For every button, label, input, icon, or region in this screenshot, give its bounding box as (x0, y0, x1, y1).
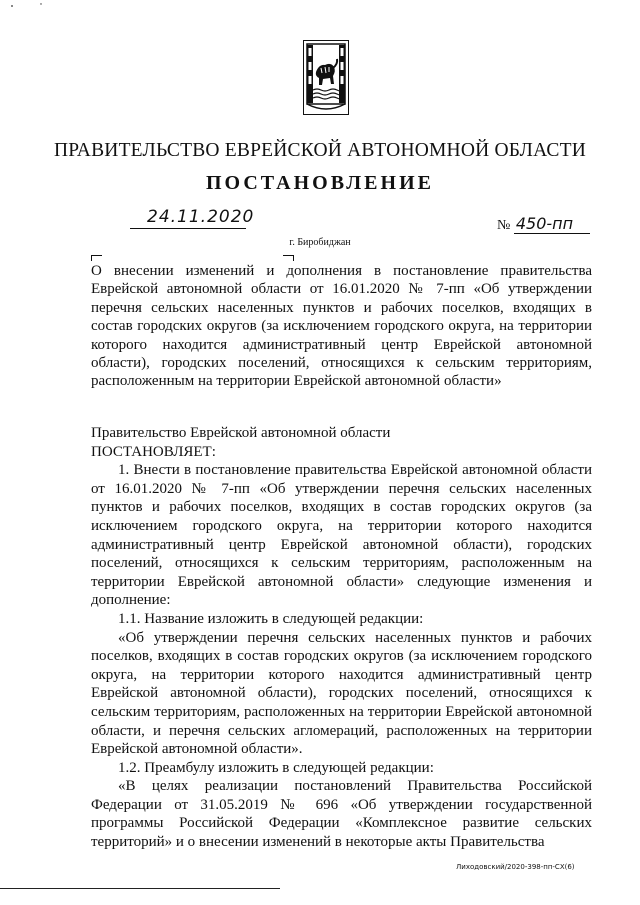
body-paragraph-item-1-2: 1.2. Преамбулу изложить в следующей редакции: (118, 759, 434, 776)
body-paragraph-authority: Правительство Еврейской автономной области (91, 425, 391, 441)
subject-corner-left (91, 255, 102, 261)
document-date: 24.11.2020 (147, 207, 255, 227)
coat-of-arms-emblem (303, 40, 349, 115)
date-underline (130, 228, 246, 229)
document-body (91, 424, 592, 852)
body-paragraph-resolves: ПОСТАНОВЛЯЕТ: (91, 443, 216, 460)
document-number (497, 214, 573, 234)
footer-code: Лиходовский/2020-398-пп-СХ(6) (456, 863, 575, 871)
subject-corner-right (283, 255, 294, 261)
number-underline (514, 233, 590, 234)
number-prefix: № (497, 218, 511, 233)
government-title: ПРАВИТЕЛЬСТВО ЕВРЕЙСКОЙ АВТОНОМНОЙ ОБЛАСТИ (53, 140, 587, 161)
city-label: г. Биробиджан (289, 237, 351, 248)
document-type-heading: ПОСТАНОВЛЕНИЕ (206, 172, 434, 194)
scan-specks (0, 0, 60, 20)
body-paragraph-item-1: 1. Внести в постановление правительства Еврейской автономной области от 16.01.2020 № 7-пп «Об утверждении перечня сельских населенных пунктов и рабочих поселков, входящих в состав городских округов (за исключением городского округа, на территории которого находится административный центр Еврейской автономной области), городских поселений, относящихся к сельским территориям, расположенным на территории Еврейской автономной области» следующие изменения и дополнение: (91, 462, 592, 609)
body-paragraph-item-1-1: 1.1. Название изложить в следующей редакции: (118, 610, 424, 627)
number-value: 450-пп (515, 214, 574, 233)
document-subject: О внесении изменений и дополнения в постановление правительства Еврейской автономной области от 16.01.2020 № 7-пп «Об утверждении перечня сельских населенных пунктов и рабочих поселков, входящих в состав городских округов (за исключением городского округа, на территории которого находится административный центр Еврейской автономной области), городских поселений, относящихся к сельским территориям, расположенным на территории Еврейской автономной области» (91, 263, 592, 390)
footer-line (0, 888, 280, 889)
body-paragraph-new-title: «Об утверждении перечня сельских населенных пунктов и рабочих поселков, входящих в состав городских округов (за исключением городского округа, на территории которого находится административный центр Еврейской автономной области), городских поселений, относящихся к сельским территориям, расположенных на территории Еврейской автономной области, и перечня сельских агломераций, расположенных на территории Еврейской автономной области». (91, 629, 592, 758)
body-paragraph-preamble: «В целях реализации постановлений Правительства Российской Федерации от 31.05.2019 № 696 «Об утверждении государственной программы Российской Федерации «Комплексное развитие сельских территорий» и о внесении изменений в некоторые акты Правительства (91, 778, 592, 851)
